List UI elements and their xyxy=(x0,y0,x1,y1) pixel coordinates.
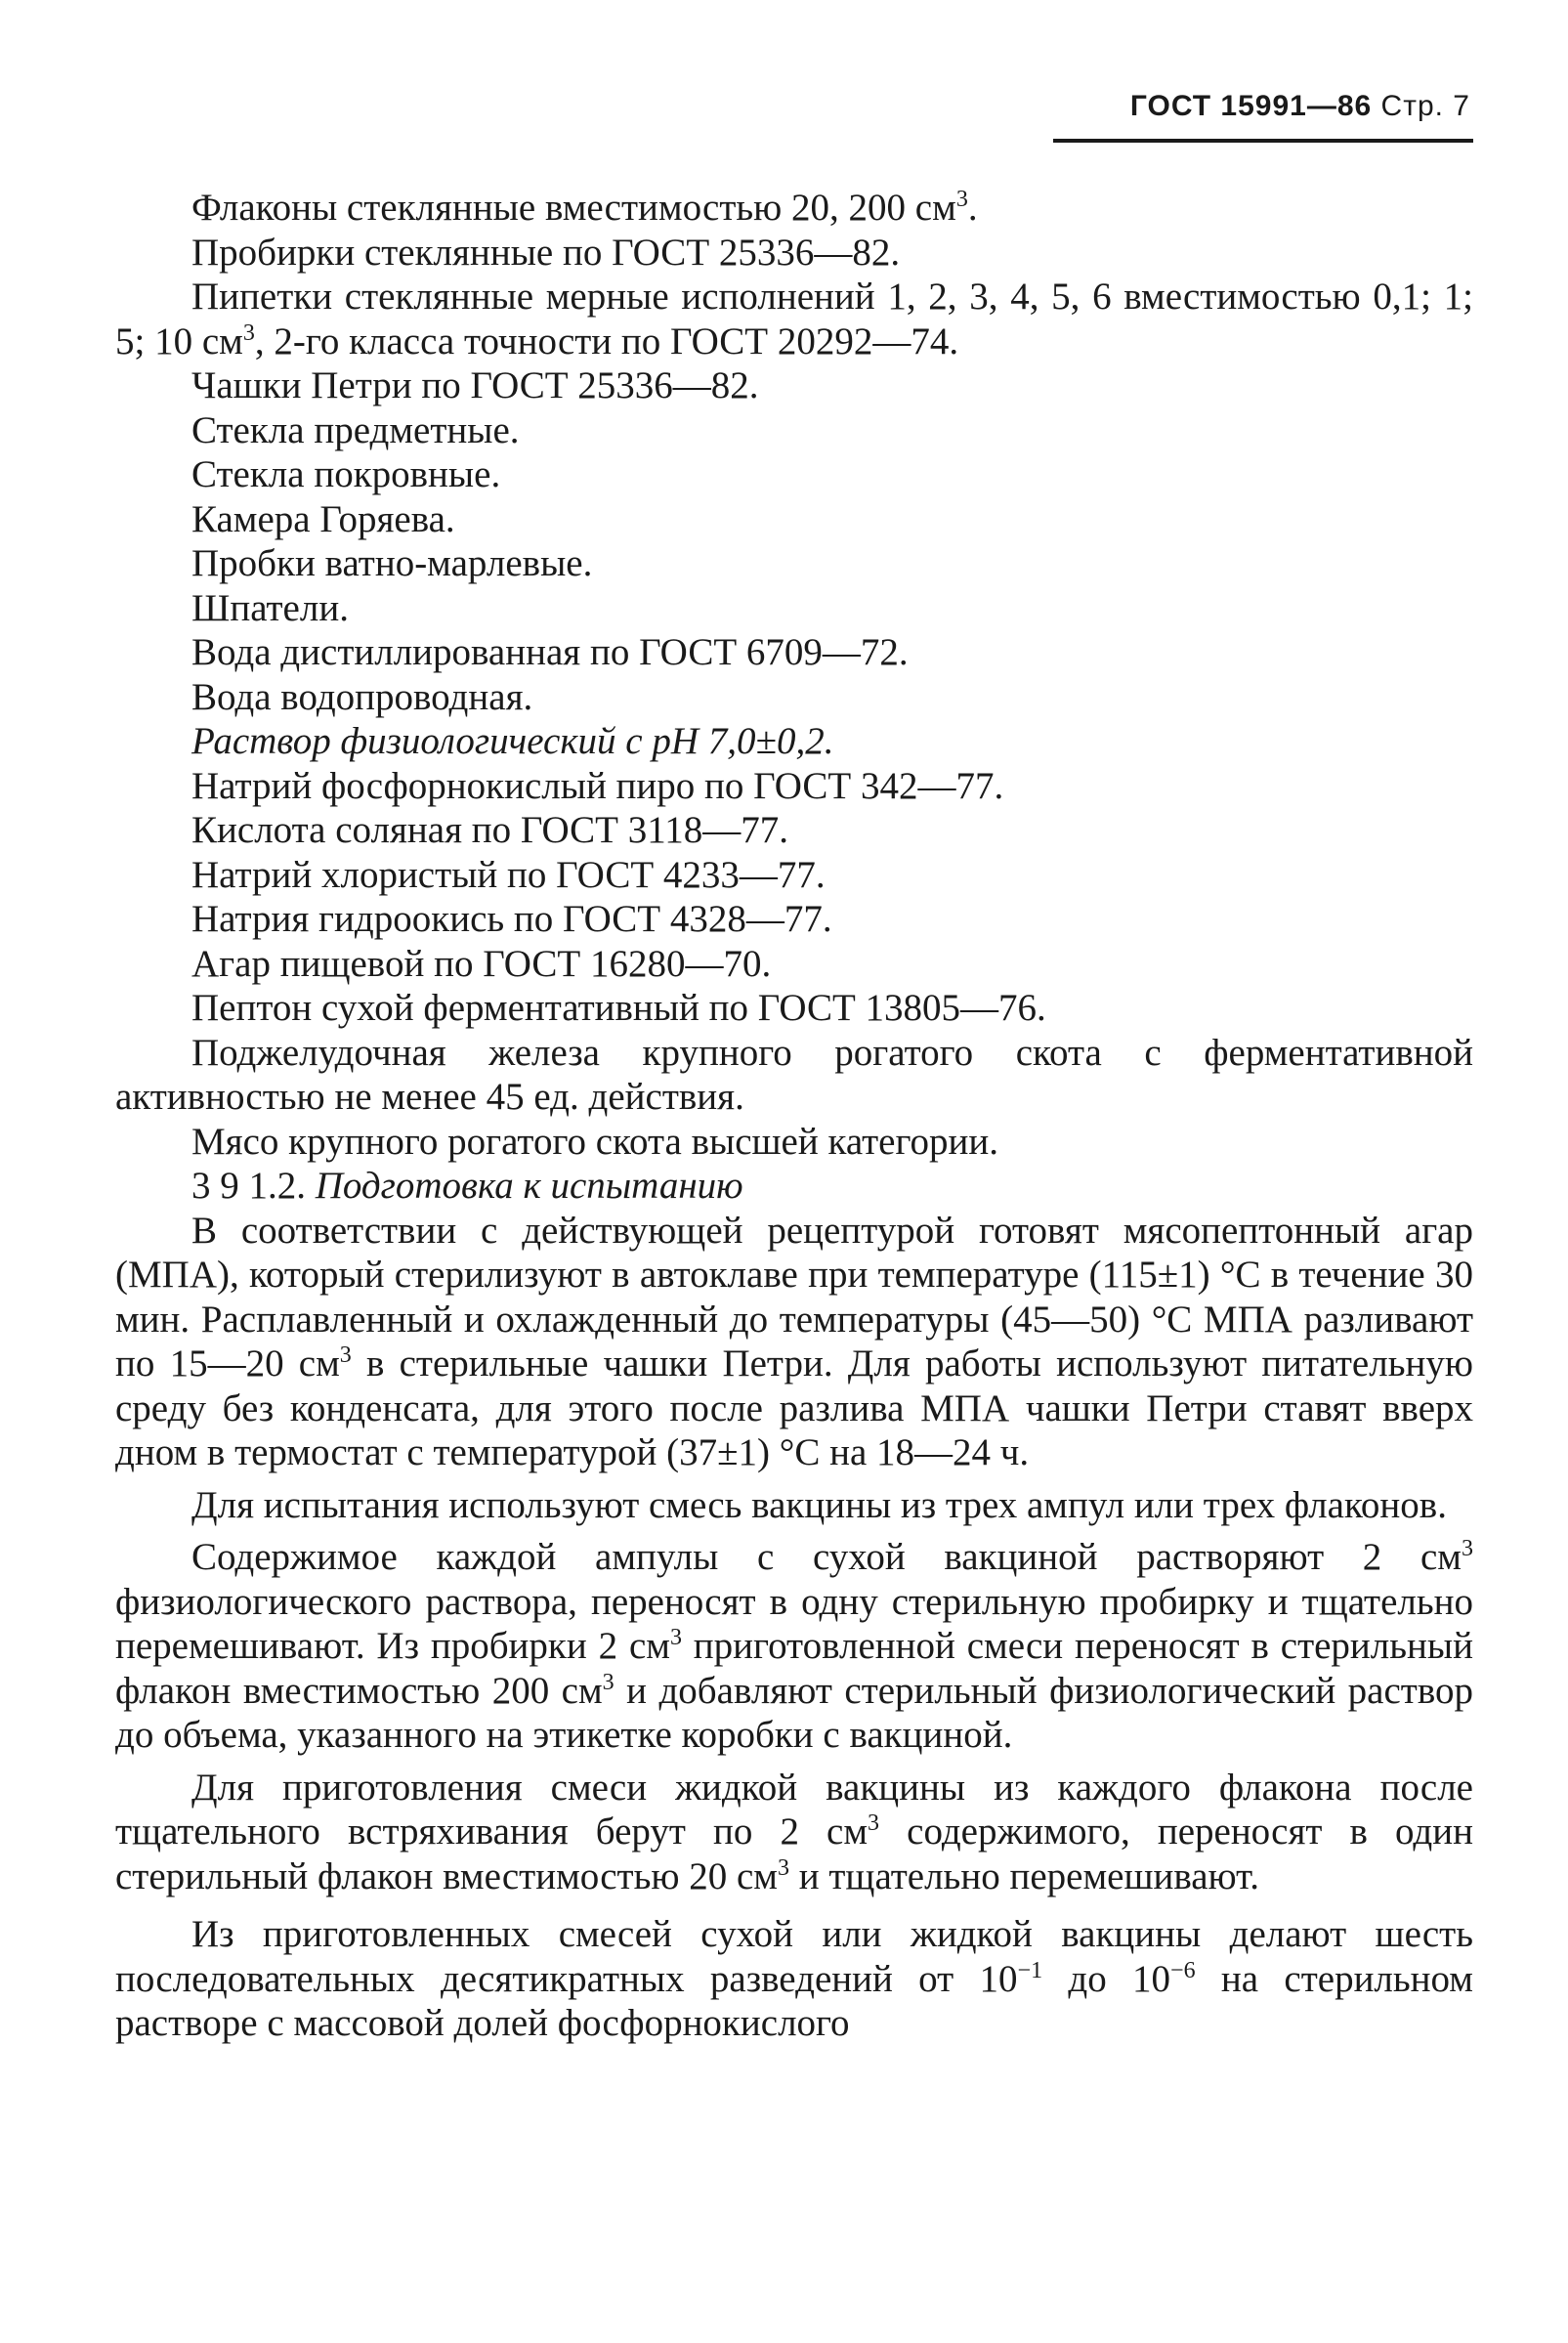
equipment-line: Агар пищевой по ГОСТ 16280—70. xyxy=(191,942,772,985)
equipment-line: Шпатели. xyxy=(191,586,349,629)
equipment-line: Стекла покровные. xyxy=(191,453,501,495)
body-paragraph: Содержимое каждой ампулы с сухой вакциной растворяют 2 $см^3$ физиологического раствора, переносят в одну стерильную пробирку и тщательно перемешивают. Из пробирки 2 $см^3$ приготовленной смеси переносят в стерильный флакон вместимостью 200 $см^3$ и добавляют стерильный физиологический раствор до объема, указанного на этикетке коробки с вакциной. xyxy=(115,1536,1473,1756)
body-paragraph: Из приготовленных смесей сухой или жидкой вакцины делают шесть последовательных десятикратных разведений от $10^{-1}$ до $10^{-6}$ на стерильном растворе с массовой долей фосфорнокислого xyxy=(115,1913,1473,2044)
equipment-line: Натрий фосфорнокислый пиро по ГОСТ 342—77. xyxy=(191,764,1004,807)
section-heading xyxy=(115,1164,1473,1209)
equipment-line: Стекла предметные. xyxy=(191,408,520,451)
equipment-line: Вода водопроводная. xyxy=(191,675,533,718)
equipment-line: Раствор физиологический с pH 7,0±0,2. xyxy=(191,720,834,762)
body-paragraph: В соответствии с действующей рецептурой готовят мясопептонный агар (МПА), который стерилизуют в автоклаве при температуре (115±1) °С в течение 30 мин. Расплавленный и охлажденный до температуры (45—50) °С МПА разливают по 15—20 $см^3$ в стерильные чашки Петри. Для работы используют питательную среду без конденсата, для этого после разлива МПА чашки Петри ставят вверх дном в термостат с температурой (37±1) °С на 18—24 ч. xyxy=(115,1209,1473,1473)
document-code: ГОСТ 15991—86 xyxy=(1129,90,1373,122)
equipment-line: Натрий хлористый по ГОСТ 4233—77. xyxy=(191,853,826,896)
equipment-line: Камера Горяева. xyxy=(191,497,455,540)
document-body xyxy=(115,186,1473,2046)
equipment-line: Чашки Петри по ГОСТ 25336—82. xyxy=(191,364,759,406)
equipment-line: Пипетки стеклянные мерные исполнений 1, 2, 3, 4, 5, 6 вместимостью 0,1; 1; 5; 10 $см^3$, 2-го класса точности по ГОСТ 20292—74. xyxy=(115,276,1473,362)
equipment-line: Пептон сухой ферментативный по ГОСТ 13805—76. xyxy=(191,987,1046,1029)
header-rule xyxy=(1053,139,1473,143)
section-title: Подготовка к испытанию xyxy=(315,1165,743,1207)
body-paragraph: Для приготовления смеси жидкой вакцины из каждого флакона после тщательного встряхивания берут по 2 $см^3$ содержимого, переносят в один стерильный флакон вместимостью 20 $см^3$ и тщательно перемешивают. xyxy=(115,1766,1473,1897)
equipment-line: Пробирки стеклянные по ГОСТ 25336—82. xyxy=(191,231,901,274)
body-paragraph: Для испытания используют смесь вакцины из трех ампул или трех флаконов. xyxy=(191,1483,1447,1526)
page-number: Стр. 7 xyxy=(1380,90,1470,122)
section-number: 3 9 1.2. xyxy=(191,1165,306,1207)
equipment-line: Поджелудочная железа крупного рогатого скота с ферментативной активностью не менее 45 ед. действия. xyxy=(115,1031,1473,1118)
page-header xyxy=(1055,90,1470,123)
equipment-line: Натрия гидроокись по ГОСТ 4328—77. xyxy=(191,898,832,940)
equipment-line: Флаконы стеклянные вместимостью 20, 200 $см^3$. xyxy=(191,187,978,229)
equipment-line: Пробки ватно-марлевые. xyxy=(191,542,593,584)
equipment-line: Вода дистиллированная по ГОСТ 6709—72. xyxy=(191,631,909,673)
equipment-line: Кислота соляная по ГОСТ 3118—77. xyxy=(191,809,789,851)
equipment-line: Мясо крупного рогатого скота высшей категории. xyxy=(191,1120,998,1163)
